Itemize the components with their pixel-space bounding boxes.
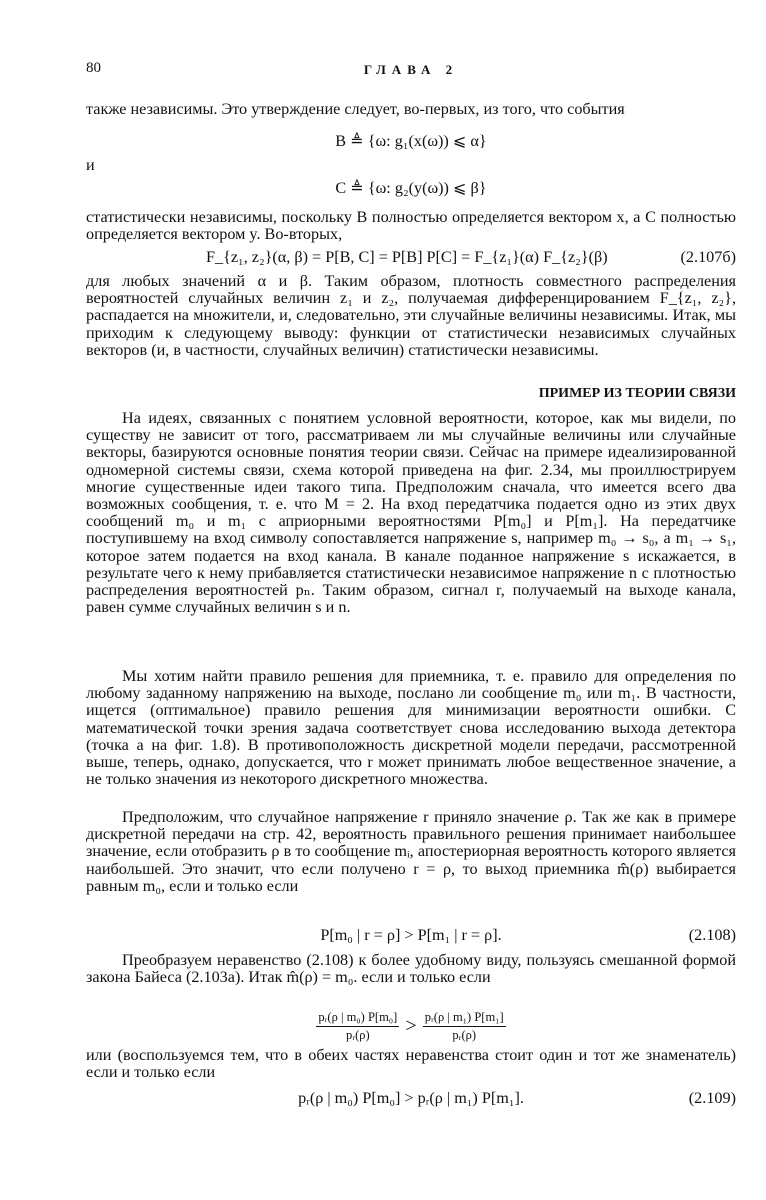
equation-number-2108: (2.108) — [688, 926, 736, 944]
paragraph-6: Предположим, что случайное напряжение r приняло значение ρ. Так же как в примере дискретной передачи на стр. 42, вероятность правильного решения принимает наибольшее значение, если отобразить ρ в то сообщение mᵢ, апостериорная вероятность которого является наибольшей. Это значит, что если получено r = ρ, то выход приемника m̂(ρ) выбирается равным m₀, если и только если — [86, 808, 736, 895]
fraction-right — [423, 1010, 506, 1043]
paragraph-7: Преобразуем неравенство (2.108) к более удобному виду, пользуясь смешанной формой закона Байеса (2.103а). Итак m̂(ρ) = m₀. если и только если — [86, 951, 736, 987]
section-title: ПРИМЕР ИЗ ТЕОРИИ СВЯЗИ — [538, 386, 736, 401]
fraction-left-denominator: pᵣ(ρ) — [345, 1028, 370, 1042]
page-header — [86, 60, 736, 84]
equation-event-b: B ≜ {ω: g₁(x(ω)) ⩽ α} — [335, 132, 487, 150]
equation-event-c: C ≜ {ω: g₂(y(ω)) ⩽ β} — [335, 179, 487, 197]
fraction-right-denominator: pᵣ(ρ) — [452, 1028, 477, 1042]
fraction-left-numerator: pᵣ(ρ | m₀) P[m₀] — [316, 1010, 399, 1027]
paragraph-5: Мы хотим найти правило решения для приемника, т. е. правило для определения по любому заданному напряжению на выходе, послано ли сообщение m₀ или m₁. В частности, ищется (оптимальное) правило решения для минимизации вероятности ошибки. С математической точки зрения задача соответствует снова исследованию выхода детектора (точка a на фиг. 1.8). В противоположность дискретной модели передачи, рассмотренной выше, теперь, однако, допускается, что r может принимать любое вещественное значение, а не только значения из некоторого дискретного множества. — [86, 667, 736, 789]
equation-number-2109: (2.109) — [688, 1089, 736, 1107]
inequality-sign: > — [405, 1015, 417, 1037]
paragraph-3: для любых значений α и β. Таким образом, плотность совместного распределения вероятностей случайных величин z₁ и z₂, получаемая дифференцированием F_{z₁, z₂}, распадается на множители, и, следовательно, эти случайные величины независимы. Итак, мы приходим к следующему выводу: функции от статистически независимых случайных векторов (и, в частности, случайных величин) статистически независимы. — [86, 272, 736, 359]
paragraph-1: также независимы. Это утверждение следует, во-первых, из того, что события — [86, 100, 625, 118]
equation-2107b: F_{z₁, z₂}(α, β) = P[B, C] = P[B] P[C] = F_{z₁}(α) F_{z₂}(β) — [206, 248, 608, 266]
fraction-left — [316, 1010, 399, 1043]
paragraph-2: статистически независимы, поскольку B полностью определяется вектором x, а C полностью определяется вектором y. Во-вторых, — [86, 208, 736, 244]
equation-number-2107b: (2.107б) — [680, 248, 736, 266]
fraction-right-numerator: pᵣ(ρ | m₁) P[m₁] — [423, 1010, 506, 1027]
conjunction-and: и — [86, 156, 95, 174]
equation-2109: pᵣ(ρ | m₀) P[m₀] > pᵣ(ρ | m₁) P[m₁]. — [298, 1089, 524, 1107]
chapter-title: ГЛАВА 2 — [363, 62, 459, 77]
inequality-fractions — [86, 1010, 736, 1043]
page-number: 80 — [86, 60, 101, 76]
paragraph-4: На идеях, связанных с понятием условной вероятности, которое, как мы видели, по существу не зависит от того, рассматриваем ли мы случайные величины или случайные векторы, базируются основные понятия теории связи. Сейчас на примере идеализированной одномерной системы связи, схема которой приведена на фиг. 2.34, мы проиллюстрируем многие существенные идеи такого типа. Предположим сначала, что имеется всего два возможных сообщения, т. е. что M = 2. На вход передатчика подается одно из этих двух сообщений m₀ и m₁ с априорными вероятностями P[m₀] и P[m₁]. На передатчике поступившему на вход символу сопоставляется напряжение s, например m₀ → s₀, а m₁ → s₁, которое затем подается на вход канала. В канале поданное напряжение s искажается, в результате чего к нему прибавляется статистически независимое напряжение n с плотностью распределения вероятностей pₙ. Таким образом, сигнал r, получаемый на выходе канала, равен сумме случайных величин s и n. — [86, 409, 736, 617]
equation-2108: P[m₀ | r = ρ] > P[m₁ | r = ρ]. — [320, 926, 502, 944]
paragraph-8: или (воспользуемся тем, что в обеих частях неравенства стоит один и тот же знаменатель) если и только если — [86, 1046, 736, 1082]
